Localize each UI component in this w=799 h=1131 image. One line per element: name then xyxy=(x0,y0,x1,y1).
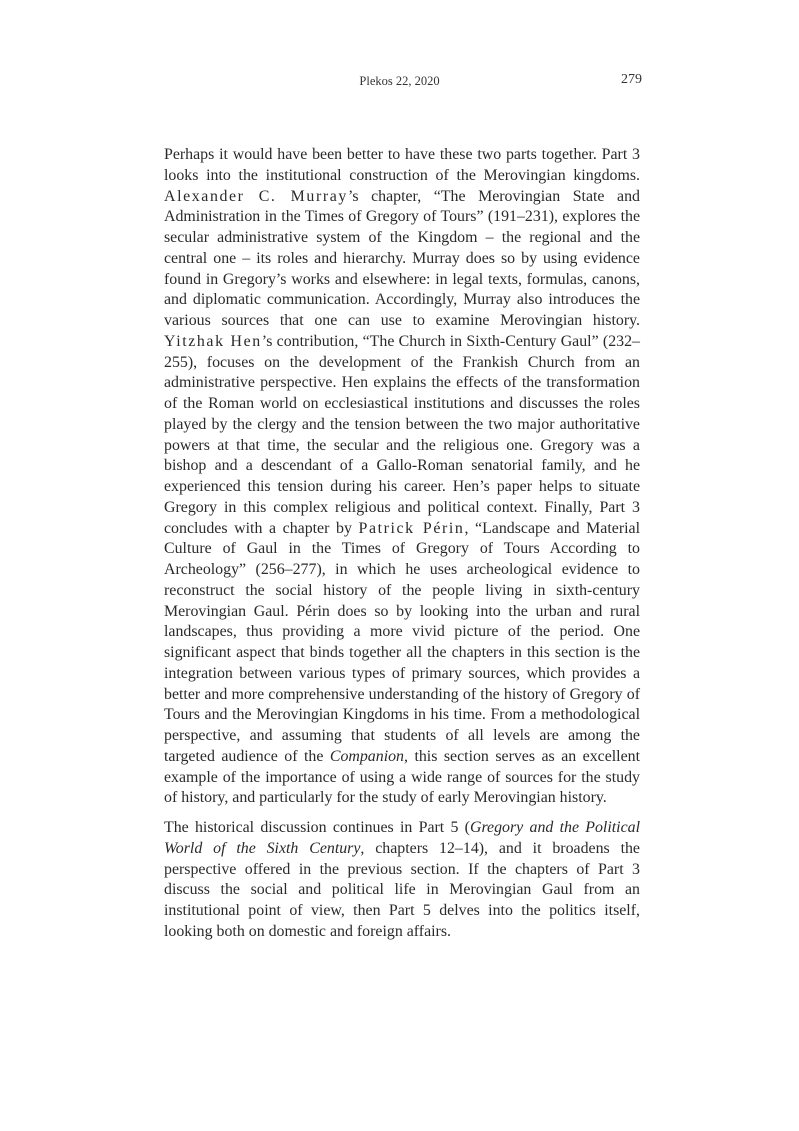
text-segment: , chapters 12–14), and it broadens the perspective offered in the previous section. If the chapters of Part 3 discuss the social and political life in Merovingian Gaul from an institutional point of view, then Part 5 delves into the politics itself, looking both on domestic and foreign affairs. xyxy=(164,839,640,940)
text-segment: Perhaps it would have been better to have these two parts together. Part 3 looks into the institutional construction of the Merovingian kingdoms. xyxy=(164,146,640,184)
author-name-perin: Patrick Périn xyxy=(358,519,465,537)
paragraph-1 xyxy=(164,145,640,809)
journal-citation: Plekos 22, 2020 xyxy=(359,74,440,88)
author-name-murray: Alexander C. Murray xyxy=(164,187,348,205)
page-number: 279 xyxy=(621,72,642,87)
text-segment: ’s contribution, “The Church in Sixth-Century Gaul” (232–255), focuses on the development of the Frankish Church from an administrative perspective. Hen explains the effects of the transformation of the Roman world on ecclesiastical institutions and discusses the roles played by the clergy and the tension between the two major authoritative powers at that time, the secular and the religious one. Gregory was a bishop and a descendant of a Gallo-Roman senatorial family, and he experienced this tension during his career. Hen’s paper helps to situate Gregory in this complex religious and political context. Finally, Part 3 concludes with a chapter by xyxy=(164,332,640,537)
text-segment: The historical discussion continues in Part 5 ( xyxy=(164,819,470,836)
part-title: Gregory and the Political World of the Sixth Century xyxy=(164,819,640,857)
author-name-hen: Yitzhak Hen xyxy=(164,332,262,350)
text-segment: , “Landscape and Material Culture of Gaul in the Times of Gregory of Tours According to Archeology” (256–277), in which he uses archeological evidence to reconstruct the social history of the people living in sixth-century Merovingian Gaul. Périn does so by looking into the urban and rural landscapes, thus providing a more vivid picture of the period. One significant aspect that binds together all the chapters in this section is the integration between various types of primary sources, which provides a better and more comprehensive understanding of the history of Gregory of Tours and the Merovingian Kingdoms in his time. From a methodological perspective, and assuming that students of all levels are among the targeted audience of the xyxy=(164,519,641,765)
paragraph-2 xyxy=(164,818,640,943)
book-title-companion: Companion xyxy=(329,747,405,765)
body-text xyxy=(164,145,640,943)
running-head xyxy=(0,74,799,94)
text-segment: , this section serves as an excellent example of the importance of using a wide range of sources for the study of history, and particularly for the study of early Merovingian history. xyxy=(164,747,641,807)
text-segment: ’s chapter, “The Merovingian State and Administration in the Times of Gregory of Tours” (191–231), explores the secular administrative system of the Kingdom – the regional and the central one – its roles and hierarchy. Murray does so by using evidence found in Gregory’s works and elsewhere: in legal texts, formulas, canons, and diplomatic communication. Accordingly, Murray also introduces the various sources that one can use to examine Merovingian history. xyxy=(164,187,640,329)
